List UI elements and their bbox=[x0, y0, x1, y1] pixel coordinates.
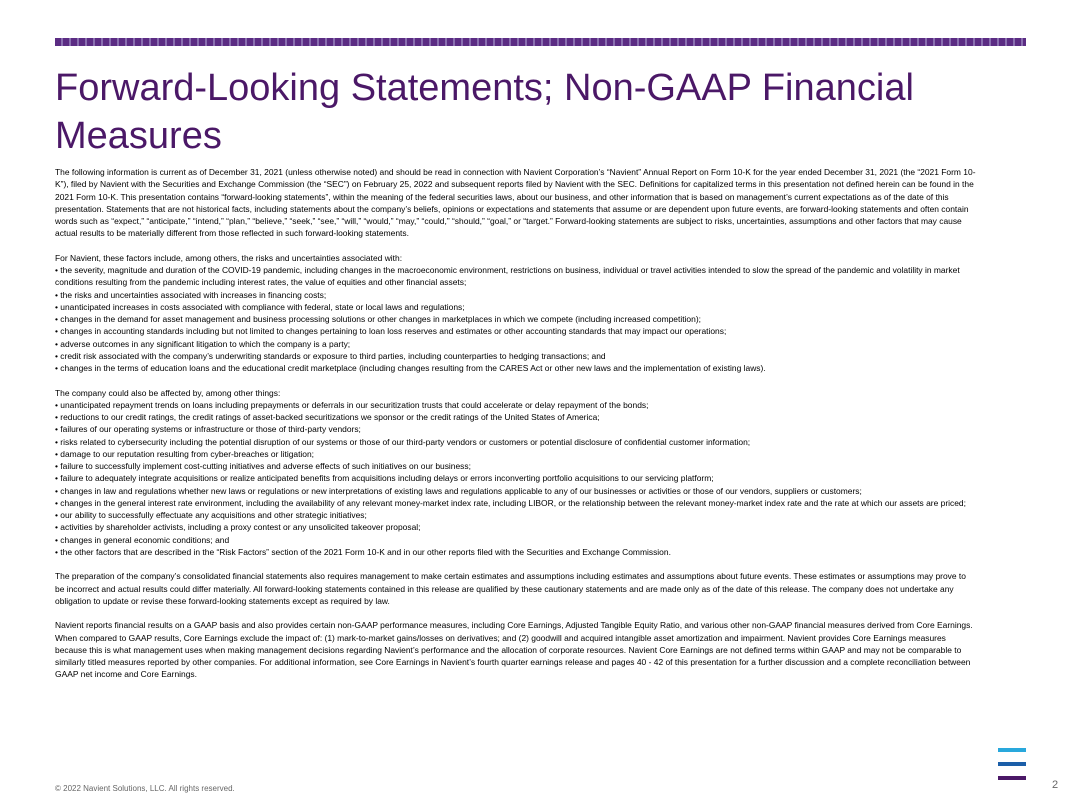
paragraph-line: For Navient, these factors include, among others, the risks and uncertainties associated with: bbox=[55, 252, 403, 263]
bullet-item: • adverse outcomes in any significant litigation to which the company is a party; bbox=[55, 338, 351, 349]
paragraph-line: Navient reports financial results on a GAAP basis and also provides certain non-GAAP performance measures, including Core Earnings, Adjusted Tangible Equity Ratio, and various other non-GAAP financial measures derived from Core Earnings. When compared to GAAP results, Core Earnings exclude the impact of: (1) mark-to-market gains/losses on derivatives; and (2) goodwill and acquired intangible asset amortization and impairment. Navient provides Core Earnings measures because this is what management uses when making management decisions regarding Navient’s performance and the allocation of corporate resources. Navient Core Earnings are not defined terms within GAAP and may not be comparable to similarly titled measures reported by other companies. For additional information, see Core Earnings in Navient’s fourth quarter earnings release and pages 40 - 42 of this presentation for a further discussion and a complete reconciliation between GAAP net income and Core Earnings. bbox=[55, 620, 973, 680]
bullet-item: • credit risk associated with the company’s underwriting standards or exposure to third parties, including counterparties to hedging transactions; and bbox=[55, 350, 606, 361]
header-divider-bar bbox=[55, 38, 1026, 46]
bullet-item: • changes in general economic conditions; and bbox=[55, 534, 230, 545]
bullet-item: • changes in accounting standards including but not limited to changes pertaining to loan loss reserves and estimates or other accounting standards that may impact our operations; bbox=[55, 326, 727, 337]
bullet-item: • our ability to successfully effectuate any acquisitions and other strategic initiatives; bbox=[55, 510, 367, 520]
logo-stripe bbox=[998, 776, 1026, 780]
copyright-footer: © 2022 Navient Solutions, LLC. All rights reserved. bbox=[55, 784, 235, 793]
bullet-item: • changes in law and regulations whether new laws or regulations or new interpretations of existing laws and regulations applicable to any of our businesses or activities or those of our vendors, suppliers or customers; bbox=[55, 485, 862, 496]
bullet-item: • risks related to cybersecurity including the potential disruption of our systems or those of our third-party vendors or customers or potential disclosure of confidential customer information; bbox=[55, 436, 751, 447]
bullet-item: • the other factors that are described in the “Risk Factors” section of the 2021 Form 10-K and in our other reports filed with the Securities and Exchange Commission. bbox=[55, 546, 671, 557]
logo-stripe bbox=[998, 748, 1026, 752]
disclaimer-body bbox=[55, 166, 977, 693]
bullet-item: • changes in the general interest rate environment, including the availability of any relevant money-market index rate, including LIBOR, or the relationship between the relevant money-market index rate and the rate at which our assets are priced; bbox=[55, 497, 966, 508]
page-title: Forward-Looking Statements; Non-GAAP Financial Measures bbox=[55, 67, 914, 157]
bullet-item: • unanticipated repayment trends on loans including prepayments or deferrals in our securitization trusts that could accelerate or delay repayment of the bonds; bbox=[55, 399, 649, 410]
page-number: 2 bbox=[1052, 779, 1059, 791]
paragraph-navient-factors bbox=[55, 252, 977, 375]
bullet-item: • the risks and uncertainties associated with increases in financing costs; bbox=[55, 289, 327, 300]
bullet-item: • the severity, magnitude and duration of the COVID-19 pandemic, including changes in the macroeconomic environment, restrictions on business, individual or travel activities intended to slow the spread of the pandemic and volatility in market conditions resulting from the pandemic including interest rates, the value of equities and other financial assets; bbox=[55, 265, 960, 288]
paragraph-non-gaap bbox=[55, 619, 977, 680]
paragraph-line: The company could also be affected by, among other things: bbox=[55, 387, 281, 398]
bullet-item: • failures of our operating systems or infrastructure or those of third-party vendors; bbox=[55, 424, 361, 435]
bullet-item: • unanticipated increases in costs associated with compliance with federal, state or local laws and regulations; bbox=[55, 301, 465, 312]
paragraph-line: The preparation of the company’s consolidated financial statements also requires management to make certain estimates and assumptions including estimates and assumptions about future events. These estimates or assumptions may prove to be incorrect and actual results could differ materially. All forward-looking statements contained in this release are qualified by these cautionary statements and are made only as of the date of this release. The company does not undertake any obligation to update or revise these forward-looking statements except as required by law. bbox=[55, 571, 966, 606]
navient-logo-mark bbox=[998, 748, 1026, 794]
bullet-item: • damage to our reputation resulting from cyber-breaches or litigation; bbox=[55, 448, 315, 459]
bullet-item: • changes in the terms of education loans and the educational credit marketplace (including changes resulting from the CARES Act or other new laws and the implementation of existing laws). bbox=[55, 363, 766, 373]
logo-stripe bbox=[998, 762, 1026, 766]
paragraph-intro bbox=[55, 166, 977, 240]
bullet-item: • activities by shareholder activists, including a proxy contest or any unsolicited takeover proposal; bbox=[55, 522, 421, 533]
bullet-item: • reductions to our credit ratings, the credit ratings of asset-backed securitizations we sponsor or the credit ratings of the United States of America; bbox=[55, 412, 600, 422]
paragraph-estimates bbox=[55, 570, 977, 607]
paragraph-company-factors bbox=[55, 387, 977, 559]
bullet-item: • changes in the demand for asset management and business processing solutions or other changes in marketplaces in which we compete (including increased competition); bbox=[55, 314, 701, 324]
bullet-item: • failure to successfully implement cost-cutting initiatives and adverse effects of such initiatives on our business; bbox=[55, 461, 471, 471]
bullet-item: • failure to adequately integrate acquisitions or realize anticipated benefits from acquisitions including delays or errors inconverting portfolio acquisitions to our servicing platform; bbox=[55, 473, 714, 484]
paragraph-line: The following information is current as of December 31, 2021 (unless otherwise noted) and should be read in connection with Navient Corporation’s “Navient” Annual Report on Form 10-K for the year ended December 31, 2021 (the “2021 Form 10-K”), filed by Navient with the Securities and Exchange Commission (the “SEC”) on February 25, 2022 and subsequent reports filed by Navient with the SEC. Definitions for capitalized terms in this presentation not defined herein can be found in the 2021 Form 10-K. This presentation contains “forward-looking statements”, within the meaning of the federal securities laws, about our business, and other information that is based on management’s current expectations as of the date of this presentation. Statements that are not historical facts, including statements about the company’s beliefs, opinions or expectations and statements that assume or are dependent upon future events, are forward-looking statements and often contain words such as “expect,” “anticipate,” “intend,” “plan,” “believe,” “seek,” “see,” “will,” “would,” “may,” “could,” “should,” “goal,” or “target.” Forward-looking statements are subject to risks, uncertainties, assumptions and other factors that may cause actual results to be materially different from those reflected in such forward-looking statements. bbox=[55, 167, 976, 239]
